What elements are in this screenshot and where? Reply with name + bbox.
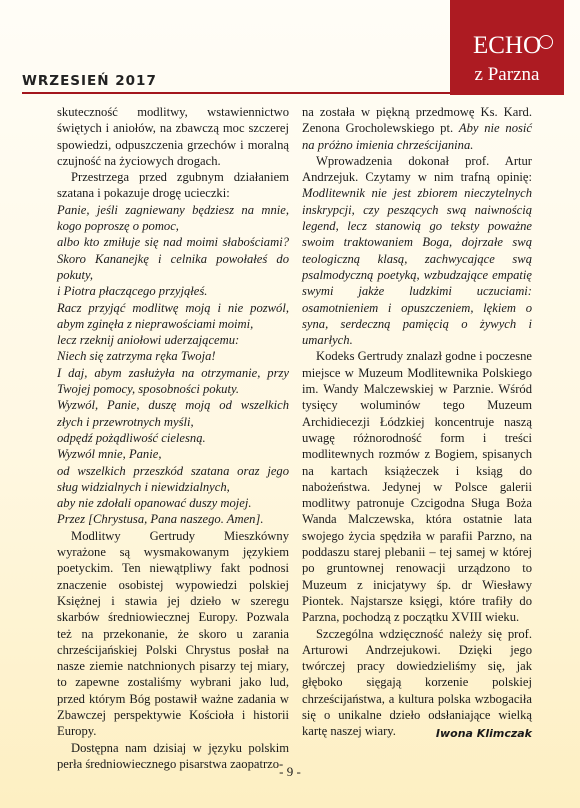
page-header	[0, 0, 580, 92]
poem-line: albo kto zmiłuje się nad moimi słabościami? Skoro Kananejkę i celnika powołałeś do pokuty,	[57, 235, 289, 282]
paragraph: Szczególna wdzięczność należy się prof. Arturowi Andrzejukowi. Dzięki jego twórczej pracy dowiedzieliśmy się, jak głęboko sięgają korzenie polskiej chrześcijaństwa, a kultura polska wzbogaciła się o unikalne dzieło odsłaniające wielką kartę naszej wiary.	[302, 626, 532, 739]
logo-subtitle: z Parzna	[474, 64, 540, 85]
paragraph-text: na została w piękną przedmowę Ks. Kard. Zenona Grocholewskiego pt.	[302, 105, 532, 136]
right-column	[302, 104, 532, 740]
paragraph: Kodeks Gertrudy znalazł godne i poczesne miejsce w Muzeum Modlitewnika Polskiego im. Wandy Malczewskiej w Parznie. Wśród tysięcy woluminów tego Muzeum Archidiecezji Łódzkiej koncentruje naszą uwagę różnorodność form i treści modlitewnych rozmów z Bogiem, spisanych na kartach książeczek i ksiąg do nabożeństwa. Jedynej w Polsce galerii modlitwy patronuje Czcigodna Sługa Boża Wanda Malczewska, która ostatnie lata swojego życia spędziła w parafii Parzno, na poddaszu starej plebanii – tej samej w której po gruntownej renowacji urządzono to Muzeum z inicjatywy śp. dr Wiesławy Piontek. Najstarsze księgi, które trafiły do Parzna, pochodzą z początku XVIII wieku.	[302, 349, 532, 625]
book-title: Aby nie nosić na próżno imienia chrześcijanina.	[302, 121, 532, 152]
header-divider	[22, 92, 450, 94]
poem-line: Wyzwól mnie, Panie,	[57, 447, 162, 462]
left-column	[57, 104, 289, 772]
quotation: Modlitewnik nie jest zbiorem nieczytelnych inskrypcji, czy peszących swą naiwnością legend, lecz stanowią go teksty poważne swoim traktowaniem Boga, dojrzałe swą teologiczną klasą, zachwycające swą psalmodyczną poetyką, wzbudzające empatię swymi jakże ludzkimi uczuciami: osamotnieniem i opuszczeniem, lękiem o syna, serdeczną pamięcią o żywych i umarłych.	[302, 186, 532, 348]
paragraph-text: Wprowadzenia dokonał prof. Artur Andrzejuk. Czytamy w nim trafną opinię:	[302, 153, 532, 185]
poem-line: i Piotra płaczącego przyjąłeś.	[57, 284, 208, 299]
poem-line: Racz przyjąć modlitwę moją i nie pozwól, abym zginęła z nieprawościami moimi,	[57, 300, 289, 331]
poem-line: Niech się zatrzyma ręka Twoja!	[57, 349, 216, 364]
paragraph: Dostępna nam dzisiaj w języku polskim perła średniowiecznego pisarstwa zaopatrzo-	[57, 740, 289, 771]
poem-line: Przez [Chrystusa, Pana naszego. Amen].	[57, 512, 264, 527]
paragraph: skuteczność modlitwy, wstawiennictwo świętych i aniołów, na zbawczą moc szczerej spowiedzi, odpuszczenia grzechów i moralną czujność na życiowych drogach.	[57, 105, 289, 168]
logo-badge-icon	[539, 35, 553, 49]
paragraph: Przestrzega przed zgubnym działaniem szatana i pokazuje drogę ucieczki:	[57, 170, 289, 201]
paragraph	[302, 104, 532, 153]
poem-line: od wszelkich przeszkód szatana oraz jego sług widzialnych i niewidzialnych,	[57, 463, 289, 494]
magazine-logo	[450, 0, 564, 95]
paragraph	[302, 153, 532, 349]
article-author: Iwona Klimczak	[435, 727, 532, 740]
paragraph: Modlitwy Gertrudy Mieszkówny wyrażone są wysmakowanym językiem poetyckim. Ten niewątpliwy fakt podnosi znaczenie osobistej wypowiedzi polskiej Księżnej i stawia jej dzieło w szeregu skarbów średniowiecznej Europy. Pozwala też na przekonanie, że skoro u zarania chrześcijańskiej Polski Chrystus posłał na nasze ziemie natchnionych pisarzy tej miary, to zapewne zostaliśmy wybrani jako lud, przed którym Bóg postawił ważne zadania w Zbawczej perspektywie Kościoła i historii Europy.	[57, 528, 289, 739]
issue-date: WRZESIEŃ 2017	[22, 73, 157, 89]
poem-line: I daj, abym zasłużyła na otrzymanie, przy Twojej pomocy, sposobności pokuty.	[57, 365, 289, 397]
poem-line: lecz rzeknij aniołowi uderzającemu:	[57, 333, 240, 348]
poem-line: Panie, jeśli zagniewany będziesz na mnie, kogo poproszę o pomoc,	[57, 202, 289, 234]
poem-line: Wyzwól, Panie, duszę moją od wszelkich złych i przewrotnych myśli,	[57, 398, 289, 429]
page-number: - 9 -	[279, 764, 301, 779]
poem-line: aby nie zdołali opanować duszy mojej.	[57, 496, 252, 511]
logo-title: ECHO	[472, 32, 542, 59]
poem-line: odpędź pożądliwość cielesną.	[57, 430, 206, 445]
